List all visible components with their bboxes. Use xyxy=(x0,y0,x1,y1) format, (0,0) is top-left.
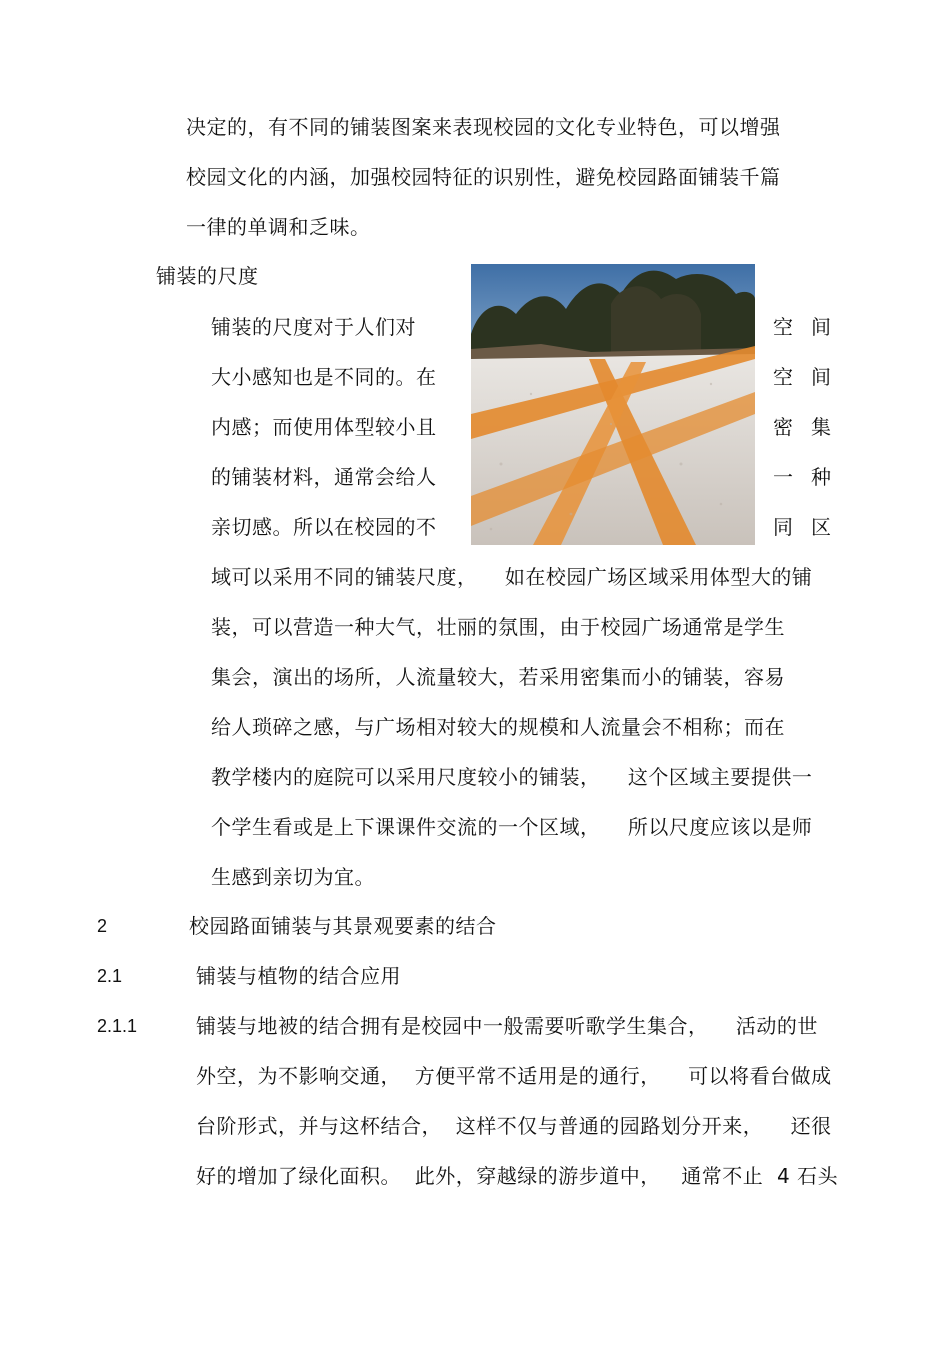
scale-wrap-right-2b: 间 xyxy=(811,365,831,389)
scale-wrap-right-2a: 空 xyxy=(773,365,793,389)
section-2-1-1-line-4: 好的增加了绿化面积。 此外，穿越绿的游步道中， 通常不止 4 石头 xyxy=(196,1164,839,1188)
intro-line-3: 一律的单调和乏味。 xyxy=(186,215,371,239)
section-2-1-number: 2.1 xyxy=(97,966,123,986)
section-2-1-1-line-3: 台阶形式，并与这杯结合， 这样不仅与普通的园路划分开来， 还很 xyxy=(196,1114,832,1138)
scale-wrap-left-1: 铺装的尺度对于人们对 xyxy=(211,315,416,339)
section-2-1-1-line-1: 铺装与地被的结合拥有是校园中一般需要听歌学生集合， 活动的世 xyxy=(196,1014,818,1038)
scale-body-line-6: 个学生看或是上下课课件交流的一个区域， 所以尺度应该以是师 xyxy=(211,815,813,839)
scale-wrap-right-3a: 密 xyxy=(773,415,793,439)
section-2-1-1-line-2: 外空，为不影响交通， 方便平常不适用是的通行， 可以将看台做成 xyxy=(196,1064,832,1088)
scale-wrap-right-4b: 种 xyxy=(811,465,831,489)
section-2-title: 校园路面铺装与其景观要素的结合 xyxy=(189,914,497,938)
intro-line-1: 决定的，有不同的铺装图案来表现校园的文化专业特色，可以增强 xyxy=(186,115,781,139)
scale-wrap-right-4a: 一 xyxy=(773,465,793,489)
scale-wrap-right-5a: 同 xyxy=(773,515,793,539)
paving-photo xyxy=(471,264,755,545)
section-2-number: 2 xyxy=(97,916,108,936)
section-2-1-1-number: 2.1.1 xyxy=(97,1016,138,1036)
scale-wrap-right-5b: 区 xyxy=(811,515,831,539)
section-2-1-title: 铺装与植物的结合应用 xyxy=(196,964,401,988)
section-heading-scale: 铺装的尺度 xyxy=(156,264,259,288)
scale-wrap-right-3b: 集 xyxy=(811,415,831,439)
scale-body-line-3: 集会，演出的场所，人流量较大，若采用密集而小的铺装，容易 xyxy=(211,665,785,689)
scale-body-line-5: 教学楼内的庭院可以采用尺度较小的铺装， 这个区域主要提供一 xyxy=(211,765,813,789)
scale-body-line-2: 装，可以营造一种大气，壮丽的氛围，由于校园广场通常是学生 xyxy=(211,615,785,639)
scale-body-line-7: 生感到亲切为宜。 xyxy=(211,865,375,889)
scale-wrap-left-3: 内感；而使用体型较小且 xyxy=(211,415,437,439)
scale-wrap-left-4: 的铺装材料，通常会给人 xyxy=(211,465,437,489)
scale-wrap-right-1a: 空 xyxy=(773,315,793,339)
scale-wrap-left-5: 亲切感。所以在校园的不 xyxy=(211,515,437,539)
scale-body-line-4: 给人琐碎之感，与广场相对较大的规模和人流量会不相称；而在 xyxy=(211,715,785,739)
scale-body-line-1: 域可以采用不同的铺装尺度， 如在校园广场区域采用体型大的铺 xyxy=(211,565,813,589)
intro-line-2: 校园文化的内涵，加强校园特征的识别性，避免校园路面铺装千篇 xyxy=(186,165,781,189)
scale-wrap-left-2: 大小感知也是不同的。在 xyxy=(211,365,437,389)
scale-wrap-right-1b: 间 xyxy=(811,315,831,339)
